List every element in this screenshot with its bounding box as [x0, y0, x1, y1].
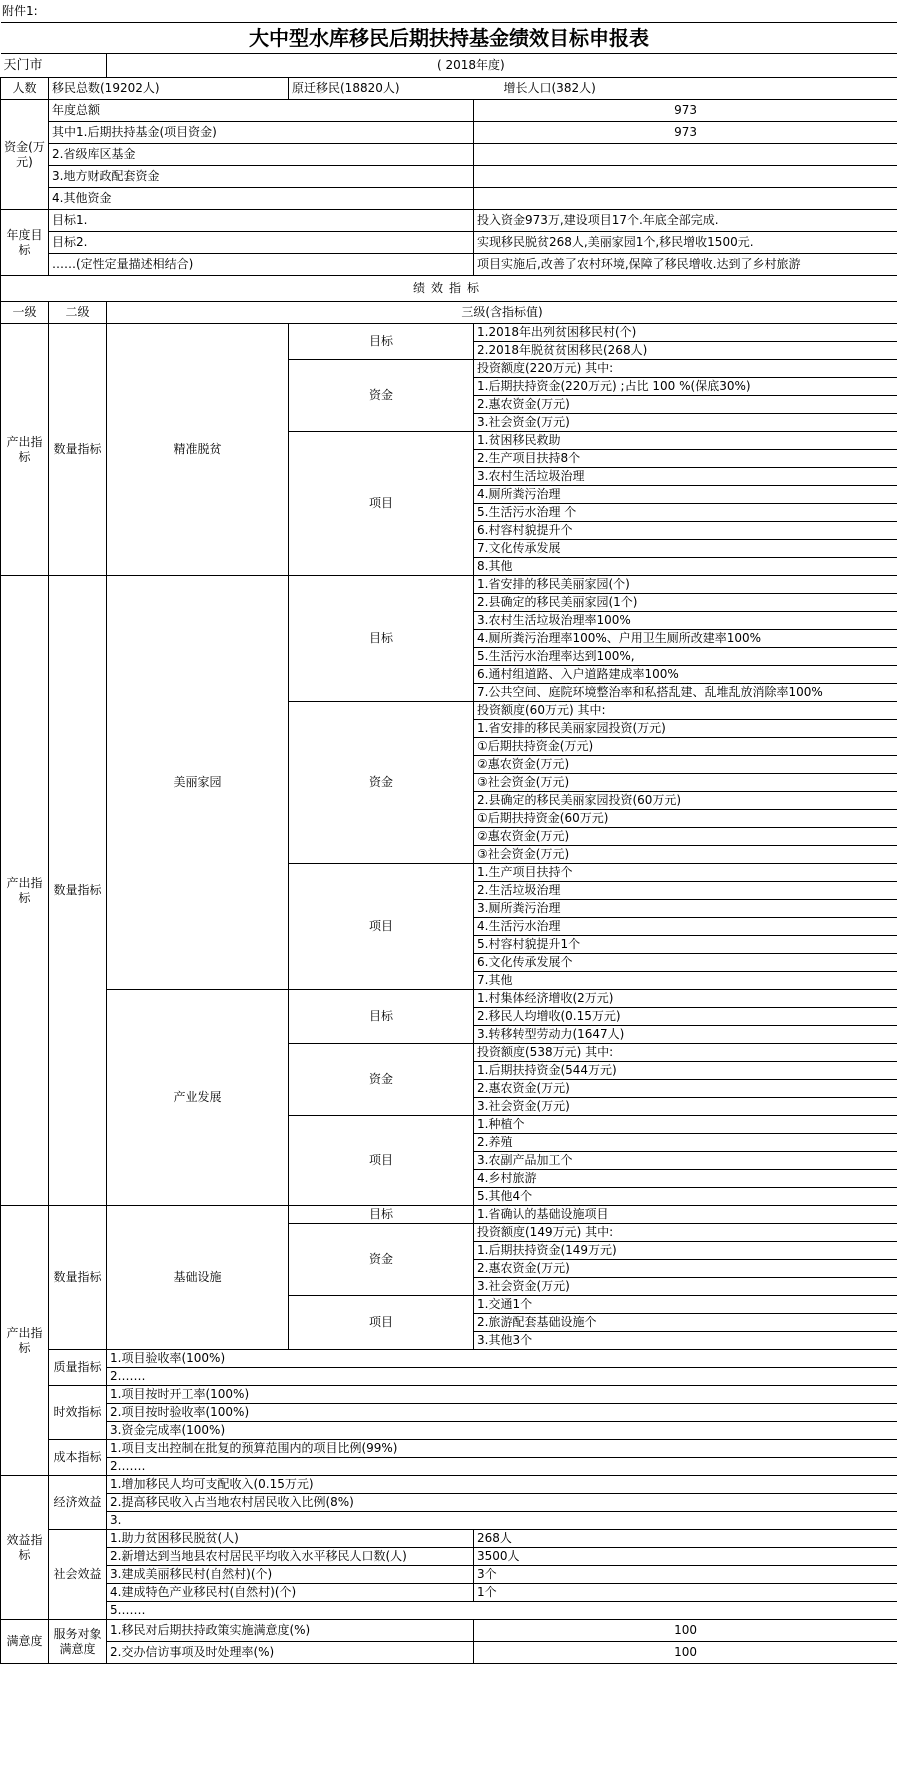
indicator-rows [1, 324, 897, 1664]
attachment-label: 附件1: [2, 4, 38, 18]
group-cell: 目标 [289, 324, 474, 360]
indicator-item: ①后期扶持资金(60万元) [474, 810, 897, 828]
indicator-item: 投资额度(149万元) 其中: [474, 1224, 897, 1242]
indicator-row [1, 1206, 897, 1224]
level1-header: 一级 [1, 302, 49, 324]
indicator-item: 7.公共空间、庭院环境整治率和私搭乱建、乱堆乱放消除率100% [474, 684, 897, 702]
indicator-item: 2.县确定的移民美丽家园(1个) [474, 594, 897, 612]
group-cell: 项目 [289, 432, 474, 576]
group-cell: 资金 [289, 702, 474, 864]
indicator-item: 2.生产项目扶持8个 [474, 450, 897, 468]
indicator-item: 1.2018年出列贫困移民村(个) [474, 324, 897, 342]
report-table [0, 22, 897, 1664]
indicator-item: 8.其他 [474, 558, 897, 576]
indicator-item: 1.交通1个 [474, 1296, 897, 1314]
indicator-item: 5.其他4个 [474, 1188, 897, 1206]
level2-cell: 成本指标 [49, 1440, 107, 1476]
indicator-row [1, 1350, 897, 1368]
indicator-item: 4.乡村旅游 [474, 1170, 897, 1188]
level1-cell: 产出指标 [1, 1206, 49, 1476]
indicator-item: 1.村集体经济增收(2万元) [474, 990, 897, 1008]
level2-cell: 经济效益 [49, 1476, 107, 1530]
annual-goals-header: 年度目标 [1, 210, 49, 276]
indicator-row [1, 1584, 897, 1602]
indicator-row [1, 1422, 897, 1440]
performance-indicators-header: 绩效指标 [1, 276, 897, 302]
indicator-item: 4.厕所粪污治理 [474, 486, 897, 504]
group-cell: 目标 [289, 990, 474, 1044]
indicator-row [1, 1476, 897, 1494]
indicator-row [1, 576, 897, 594]
category-cell: 基础设施 [107, 1206, 289, 1350]
indicator-value: 1个 [474, 1584, 897, 1602]
level3-header: 三级(含指标值) [107, 302, 897, 324]
population-header: 人数 [1, 78, 49, 100]
category-cell: 精准脱贫 [107, 324, 289, 576]
indicator-item: 3. [107, 1512, 897, 1530]
indicator-item: 1.助力贫困移民脱贫(人) [107, 1530, 474, 1548]
indicator-row [1, 1368, 897, 1386]
indicator-item: 5.村容村貌提升1个 [474, 936, 897, 954]
group-cell: 资金 [289, 1224, 474, 1296]
indicator-row [1, 1404, 897, 1422]
indicator-item: 1.后期扶持资金(544万元) [474, 1062, 897, 1080]
indicator-row [1, 1386, 897, 1404]
indicator-row [1, 1494, 897, 1512]
indicator-item: 1.种植个 [474, 1116, 897, 1134]
indicator-item: 3.社会资金(万元) [474, 1278, 897, 1296]
indicator-row [1, 1642, 897, 1664]
funds-row-0-value: 973 [474, 100, 897, 122]
indicator-value: 3500人 [474, 1548, 897, 1566]
indicator-row [1, 1548, 897, 1566]
category-cell: 产业发展 [107, 990, 289, 1206]
funds-row-4-label: 4.其他资金 [49, 188, 474, 210]
indicator-item: 投资额度(220万元) 其中: [474, 360, 897, 378]
indicator-item: 3.农村生活垃圾治理 [474, 468, 897, 486]
indicator-item: 4.建成特色产业移民村(自然村)(个) [107, 1584, 474, 1602]
goal-0-label: 目标1. [49, 210, 474, 232]
indicator-item: 3.资金完成率(100%) [107, 1422, 897, 1440]
indicator-row [1, 1602, 897, 1620]
indicator-item: ③社会资金(万元) [474, 846, 897, 864]
category-cell: 美丽家园 [107, 576, 289, 990]
indicator-item: 6.村容村貌提升个 [474, 522, 897, 540]
indicator-item: ②惠农资金(万元) [474, 756, 897, 774]
group-cell: 项目 [289, 1116, 474, 1206]
level2-cell: 社会效益 [49, 1530, 107, 1620]
indicator-item: 5.…… [107, 1602, 897, 1620]
indicator-item: 1.省安排的移民美丽家园投资(万元) [474, 720, 897, 738]
original-migrants: 原迁移民(18820人) [289, 78, 474, 100]
funds-row-3-value [474, 166, 897, 188]
indicator-item: 3.社会资金(万元) [474, 1098, 897, 1116]
indicator-item: 7.其他 [474, 972, 897, 990]
indicator-value: 100 [474, 1642, 897, 1664]
indicator-item: 3.厕所粪污治理 [474, 900, 897, 918]
indicator-item: 1.后期扶持资金(149万元) [474, 1242, 897, 1260]
indicator-row [1, 1530, 897, 1548]
indicator-item: 2.…… [107, 1368, 897, 1386]
goal-2-label: ……(定性定量描述相结合) [49, 254, 474, 276]
year-label: ( 2018年度) [107, 54, 897, 78]
indicator-item: 2.生活垃圾治理 [474, 882, 897, 900]
level2-cell: 质量指标 [49, 1350, 107, 1386]
indicator-item: 2.项目按时验收率(100%) [107, 1404, 897, 1422]
indicator-item: 5.生活污水治理 个 [474, 504, 897, 522]
group-cell: 项目 [289, 1296, 474, 1350]
indicator-row [1, 1620, 897, 1642]
indicator-item: 3.社会资金(万元) [474, 414, 897, 432]
indicator-item: 1.生产项目扶持个 [474, 864, 897, 882]
indicator-item: 2.提高移民收入占当地农村居民收入比例(8%) [107, 1494, 897, 1512]
indicator-item: ②惠农资金(万元) [474, 828, 897, 846]
level2-cell: 数量指标 [49, 1206, 107, 1350]
funds-row-2-label: 2.省级库区基金 [49, 144, 474, 166]
indicator-item: 2.移民人均增收(0.15万元) [474, 1008, 897, 1026]
funds-row-1-value: 973 [474, 122, 897, 144]
indicator-item: 2.县确定的移民美丽家园投资(60万元) [474, 792, 897, 810]
indicator-item: 1.项目支出控制在批复的预算范围内的项目比例(99%) [107, 1440, 897, 1458]
indicator-item: 1.贫困移民救助 [474, 432, 897, 450]
indicator-item: 7.文化传承发展 [474, 540, 897, 558]
indicator-item: 3.农村生活垃圾治理率100% [474, 612, 897, 630]
level2-cell: 数量指标 [49, 576, 107, 1206]
indicator-item: 3.建成美丽移民村(自然村)(个) [107, 1566, 474, 1584]
indicator-item: 投资额度(538万元) 其中: [474, 1044, 897, 1062]
indicator-value: 268人 [474, 1530, 897, 1548]
indicator-item: 6.通村组道路、入户道路建成率100% [474, 666, 897, 684]
group-cell: 项目 [289, 864, 474, 990]
indicator-item: 4.厕所粪污治理率100%、户用卫生厕所改建率100% [474, 630, 897, 648]
indicator-item: 2.旅游配套基础设施个 [474, 1314, 897, 1332]
group-cell: 资金 [289, 360, 474, 432]
indicator-item: 4.生活污水治理 [474, 918, 897, 936]
group-cell: 目标 [289, 576, 474, 702]
funds-header: 资金(万元) [1, 100, 49, 210]
level2-cell: 时效指标 [49, 1386, 107, 1440]
level1-cell: 产出指标 [1, 576, 49, 1206]
page-title: 大中型水库移民后期扶持基金绩效目标申报表 [1, 23, 897, 54]
funds-row-0-label: 年度总额 [49, 100, 474, 122]
goal-1-text: 实现移民脱贫268人,美丽家园1个,移民增收1500元. [474, 232, 897, 254]
level2-cell: 服务对象满意度 [49, 1620, 107, 1664]
indicator-item: 1.后期扶持资金(220万元) ;占比 100 %(保底30%) [474, 378, 897, 396]
region-label: 天门市 [1, 54, 107, 78]
indicator-item: 1.项目按时开工率(100%) [107, 1386, 897, 1404]
indicator-item: 2.惠农资金(万元) [474, 1080, 897, 1098]
growth-population: 增长人口(382人) [474, 78, 897, 100]
indicator-value: 100 [474, 1620, 897, 1642]
indicator-item: 3.农副产品加工个 [474, 1152, 897, 1170]
funds-row-3-label: 3.地方财政配套资金 [49, 166, 474, 188]
goal-0-text: 投入资金973万,建设项目17个.年底全部完成. [474, 210, 897, 232]
indicator-item: 1.增加移民人均可支配收入(0.15万元) [107, 1476, 897, 1494]
level1-cell: 效益指标 [1, 1476, 49, 1620]
indicator-item: 2.养殖 [474, 1134, 897, 1152]
indicator-value: 3个 [474, 1566, 897, 1584]
indicator-row [1, 990, 897, 1008]
indicator-item: 5.生活污水治理率达到100%, [474, 648, 897, 666]
indicator-row [1, 1512, 897, 1530]
indicator-item: 1.省安排的移民美丽家园(个) [474, 576, 897, 594]
group-cell: 目标 [289, 1206, 474, 1224]
goal-1-label: 目标2. [49, 232, 474, 254]
indicator-row [1, 1458, 897, 1476]
indicator-item: 投资额度(60万元) 其中: [474, 702, 897, 720]
indicator-item: ③社会资金(万元) [474, 774, 897, 792]
indicator-row [1, 1566, 897, 1584]
indicator-item: 1.省确认的基础设施项目 [474, 1206, 897, 1224]
indicator-item: 6.文化传承发展个 [474, 954, 897, 972]
funds-row-1-label: 其中1.后期扶持基金(项目资金) [49, 122, 474, 144]
indicator-item: 2.惠农资金(万元) [474, 1260, 897, 1278]
indicator-item: 2.新增达到当地县农村居民平均收入水平移民人口数(人) [107, 1548, 474, 1566]
indicator-item: 2.惠农资金(万元) [474, 396, 897, 414]
level1-cell: 满意度 [1, 1620, 49, 1664]
level2-cell: 数量指标 [49, 324, 107, 576]
level2-header: 二级 [49, 302, 107, 324]
funds-row-2-value [474, 144, 897, 166]
indicator-item: 2.2018年脱贫贫困移民(268人) [474, 342, 897, 360]
indicator-item: 1.移民对后期扶持政策实施满意度(%) [107, 1620, 474, 1642]
indicator-item: 2.…… [107, 1458, 897, 1476]
indicator-item: 3.转移转型劳动力(1647人) [474, 1026, 897, 1044]
indicator-item: ①后期扶持资金(万元) [474, 738, 897, 756]
indicator-item: 2.交办信访事项及时处理率(%) [107, 1642, 474, 1664]
indicator-row [1, 324, 897, 342]
goal-2-text: 项目实施后,改善了农村环境,保障了移民增收.达到了乡村旅游 [474, 254, 897, 276]
funds-row-4-value [474, 188, 897, 210]
level1-cell: 产出指标 [1, 324, 49, 576]
total-migrants: 移民总数(19202人) [49, 78, 289, 100]
indicator-item: 3.其他3个 [474, 1332, 897, 1350]
group-cell: 资金 [289, 1044, 474, 1116]
indicator-item: 1.项目验收率(100%) [107, 1350, 897, 1368]
indicator-row [1, 1440, 897, 1458]
